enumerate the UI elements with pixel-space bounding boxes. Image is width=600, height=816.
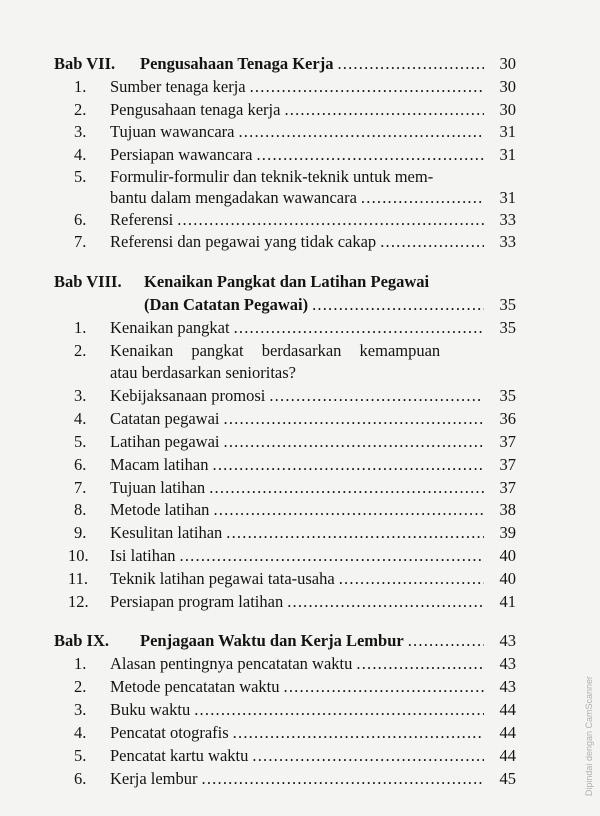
dot-leader bbox=[256, 145, 484, 165]
toc-entry bbox=[74, 523, 516, 543]
page-number: 36 bbox=[499, 409, 516, 428]
toc-entry-continuation bbox=[110, 363, 516, 383]
dot-leader bbox=[337, 54, 484, 74]
toc-entry bbox=[74, 500, 516, 520]
toc-entry bbox=[74, 654, 516, 674]
page-number: 30 bbox=[499, 100, 516, 119]
dot-leader bbox=[213, 455, 484, 475]
entry-number: 10. bbox=[68, 546, 89, 565]
entry-text: Metode latihan bbox=[110, 500, 210, 519]
toc-entry bbox=[74, 77, 516, 97]
page-number: 44 bbox=[499, 700, 516, 719]
chapter-title: Penjagaan Waktu dan Kerja Lembur bbox=[140, 631, 404, 650]
entry-text: Catatan pegawai bbox=[110, 409, 220, 428]
entry-text: Kenaikan pangkat berdasarkan kemampuan bbox=[110, 341, 441, 360]
chapter-heading bbox=[54, 631, 516, 651]
entry-text: Latihan pegawai bbox=[110, 432, 220, 451]
chapter-number: Bab IX. bbox=[54, 631, 110, 650]
entry-text: Metode pencatatan waktu bbox=[110, 677, 280, 696]
dot-leader bbox=[269, 386, 480, 406]
entry-number: 12. bbox=[68, 592, 89, 611]
entry-number: 6. bbox=[74, 769, 87, 788]
entry-text: Tujuan latihan bbox=[110, 478, 206, 497]
toc-entry bbox=[74, 746, 516, 766]
page-number: 41 bbox=[499, 592, 516, 611]
entry-text: Teknik latihan pegawai tata-usaha bbox=[110, 569, 335, 588]
page-number: 44 bbox=[499, 723, 516, 742]
chapter-heading bbox=[54, 272, 516, 292]
page-number: 38 bbox=[499, 500, 516, 519]
dot-leader bbox=[238, 122, 484, 142]
entry-text: Referensi bbox=[110, 210, 174, 229]
dot-leader bbox=[250, 77, 484, 97]
dot-leader bbox=[312, 295, 484, 315]
dot-leader bbox=[213, 500, 484, 520]
dot-leader bbox=[233, 723, 484, 743]
toc-entry bbox=[74, 409, 516, 429]
entry-text: Formulir-formulir dan teknik-teknik untuk mem- bbox=[110, 167, 434, 186]
dot-leader bbox=[234, 318, 484, 338]
entry-text: Kebijaksanaan promosi bbox=[110, 386, 266, 405]
dot-leader bbox=[361, 188, 484, 208]
toc-entry bbox=[74, 167, 516, 187]
page-number: 35 bbox=[499, 386, 516, 405]
dot-leader bbox=[177, 210, 484, 230]
page-number: 43 bbox=[499, 631, 516, 650]
entry-number: 3. bbox=[74, 700, 87, 719]
toc-entry bbox=[74, 232, 516, 252]
dot-leader bbox=[252, 746, 484, 766]
entry-text: Referensi dan pegawai yang tidak cakap bbox=[110, 232, 377, 251]
page-number: 33 bbox=[499, 232, 516, 251]
toc-entry bbox=[74, 386, 484, 406]
dot-leader bbox=[287, 592, 484, 612]
entry-text: Persiapan wawancara bbox=[110, 145, 253, 164]
entry-number: 1. bbox=[74, 318, 87, 337]
entry-text: Alasan pentingnya pencatatan waktu bbox=[110, 654, 353, 673]
toc-entry bbox=[74, 318, 516, 338]
dot-leader bbox=[202, 769, 484, 789]
entry-number: 6. bbox=[74, 455, 87, 474]
toc-entry bbox=[74, 122, 516, 142]
entry-number: 9. bbox=[74, 523, 87, 542]
page-number: 31 bbox=[499, 188, 516, 207]
page-number: 30 bbox=[499, 54, 516, 73]
dot-leader bbox=[284, 100, 484, 120]
page-number: 33 bbox=[499, 210, 516, 229]
toc-entry bbox=[74, 100, 516, 120]
entry-number: 8. bbox=[74, 500, 87, 519]
page-number: 35 bbox=[499, 295, 516, 314]
entry-text: Tujuan wawancara bbox=[110, 122, 235, 141]
page-number: 45 bbox=[499, 769, 516, 788]
toc-entry bbox=[74, 145, 516, 165]
entry-number: 4. bbox=[74, 409, 87, 428]
entry-text-line2: bantu dalam mengadakan wawancara bbox=[110, 188, 357, 207]
toc-entry bbox=[74, 455, 516, 475]
page-number: 37 bbox=[499, 432, 516, 451]
page-number: 39 bbox=[499, 523, 516, 542]
entry-number: 3. bbox=[74, 386, 87, 405]
entry-number: 4. bbox=[74, 723, 87, 742]
entry-text: Isi latihan bbox=[110, 546, 176, 565]
entry-number: 7. bbox=[74, 478, 87, 497]
page-number: 31 bbox=[499, 145, 516, 164]
entry-number: 6. bbox=[74, 210, 87, 229]
entry-number: 7. bbox=[74, 232, 87, 251]
dot-leader bbox=[380, 232, 484, 252]
entry-number: 2. bbox=[74, 341, 87, 360]
chapter-title-line2: (Dan Catatan Pegawai) bbox=[144, 295, 309, 314]
dot-leader bbox=[224, 409, 485, 429]
entry-number: 11. bbox=[68, 569, 89, 588]
page-number: 44 bbox=[499, 746, 516, 765]
dot-leader bbox=[209, 478, 484, 498]
chapter-number: Bab VII. bbox=[54, 54, 116, 73]
toc-entry bbox=[74, 677, 516, 697]
toc-entry bbox=[68, 546, 516, 566]
chapter-title: Kenaikan Pangkat dan Latihan Pegawai bbox=[144, 272, 430, 291]
toc-entry-continuation bbox=[110, 188, 516, 208]
entry-number: 4. bbox=[74, 145, 87, 164]
entry-number: 3. bbox=[74, 122, 87, 141]
chapter-title: Pengusahaan Tenaga Kerja bbox=[140, 54, 334, 73]
page-number: 35 bbox=[499, 318, 516, 337]
toc-entry bbox=[68, 569, 516, 589]
chapter-heading-continuation bbox=[144, 295, 516, 315]
page-number: 37 bbox=[499, 455, 516, 474]
entry-text: Buku waktu bbox=[110, 700, 191, 719]
toc-entry bbox=[74, 432, 516, 452]
toc-entry bbox=[68, 592, 516, 612]
entry-number: 2. bbox=[74, 100, 87, 119]
toc-entry bbox=[74, 210, 516, 230]
entry-text: Persiapan program latihan bbox=[110, 592, 284, 611]
page-number: 40 bbox=[499, 546, 516, 565]
toc-entry bbox=[74, 769, 516, 789]
entry-text: Sumber tenaga kerja bbox=[110, 77, 246, 96]
dot-leader bbox=[226, 523, 484, 543]
page-number: 40 bbox=[499, 569, 516, 588]
page-number: 43 bbox=[499, 654, 516, 673]
entry-text: Macam latihan bbox=[110, 455, 209, 474]
page-number: 31 bbox=[499, 122, 516, 141]
entry-text: Kenaikan pangkat bbox=[110, 318, 230, 337]
entry-text: Kerja lembur bbox=[110, 769, 198, 788]
dot-leader bbox=[408, 631, 484, 651]
chapter-heading bbox=[54, 54, 516, 74]
entry-number: 5. bbox=[74, 432, 87, 451]
entry-text: Pengusahaan tenaga kerja bbox=[110, 100, 281, 119]
entry-text: Pencatat otografis bbox=[110, 723, 229, 742]
entry-number: 2. bbox=[74, 677, 87, 696]
entry-number: 5. bbox=[74, 746, 87, 765]
dot-leader bbox=[356, 654, 484, 674]
page-number: 43 bbox=[499, 677, 516, 696]
entry-number: 1. bbox=[74, 654, 87, 673]
dot-leader bbox=[180, 546, 484, 566]
toc-entry bbox=[74, 478, 516, 498]
entry-number: 5. bbox=[74, 167, 87, 186]
toc-entry bbox=[74, 723, 516, 743]
chapter-number: Bab VIII. bbox=[54, 272, 122, 291]
dot-leader bbox=[194, 700, 484, 720]
dot-leader bbox=[284, 677, 484, 697]
entry-text-line2: atau berdasarkan senioritas? bbox=[110, 363, 296, 382]
entry-text: Pencatat kartu waktu bbox=[110, 746, 249, 765]
dot-leader bbox=[339, 569, 484, 589]
dot-leader bbox=[224, 432, 485, 452]
toc-entry bbox=[74, 341, 516, 361]
scanner-watermark: Dipindai dengan CamScanner bbox=[584, 675, 594, 796]
page-number: 37 bbox=[499, 478, 516, 497]
entry-text: Kesulitan latihan bbox=[110, 523, 223, 542]
entry-number: 1. bbox=[74, 77, 87, 96]
page-number: 30 bbox=[499, 77, 516, 96]
toc-entry bbox=[74, 700, 516, 720]
